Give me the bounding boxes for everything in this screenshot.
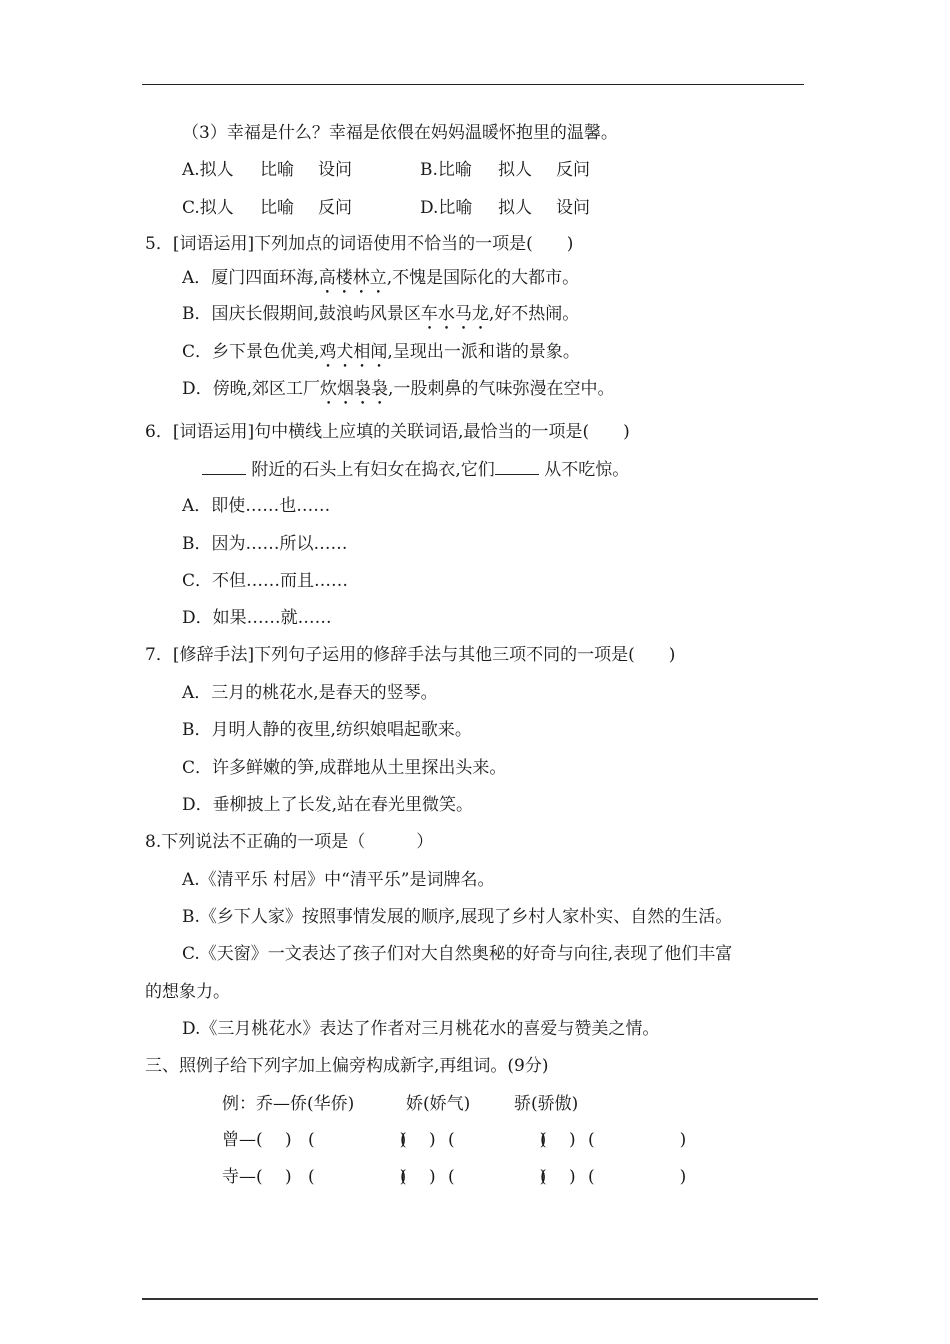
q6-stem: 6．[词语运用]句中横线上应填的关联词语,最恰当的一项是( ) [145,422,630,442]
word-blank[interactable]: ( ) [448,1167,547,1187]
q5-option-a[interactable]: A．厦门四面环海,高楼林立,不愧是国际化的大都市。 [182,268,580,288]
char-blank[interactable]: ( ) [256,1130,292,1150]
q8-option-c[interactable]: C.《天窗》一文表达了孩子们对大自然奥秘的好奇与向往,表现了他们丰富 [182,944,733,964]
q5-d-dotted-word: 炊烟袅袅 [320,379,389,399]
q4-3-option-c[interactable]: C.拟人 [182,198,234,218]
section-3-title: 三、照例子给下列字加上偏旁构成新字,再组词。(9分) [145,1056,549,1076]
q6-option-a[interactable]: A．即使……也…… [182,496,331,516]
char-blank[interactable]: ( ) [540,1130,576,1150]
word-blank[interactable]: ( ) [588,1130,687,1150]
q7-option-c[interactable]: C．许多鲜嫩的笋,成群地从土里探出头来。 [182,758,507,778]
word-blank[interactable]: ( ) [448,1130,547,1150]
q6-option-c[interactable]: C．不但……而且…… [182,571,349,591]
q4-3-stem: （3）幸福是什么？幸福是依偎在妈妈温暖怀抱里的温馨。 [182,123,618,143]
q5-stem: 5．[词语运用]下列加点的词语使用不恰当的一项是( ) [145,234,574,254]
q5-option-c[interactable]: C．乡下景色优美,鸡犬相闻,呈现出一派和谐的景象。 [182,342,580,362]
q6-option-b[interactable]: B．因为……所以…… [182,534,348,554]
q6-option-d[interactable]: D．如果……就…… [182,608,332,628]
char-blank[interactable]: ( ) [400,1130,436,1150]
q8-option-d[interactable]: D.《三月桃花水》表达了作者对三月桃花水的喜爱与赞美之情。 [182,1019,660,1039]
q5-b-dotted-word: 车水马龙 [420,304,489,324]
word-blank[interactable]: ( ) [588,1167,687,1187]
q4-3-option-b[interactable]: B.比喻 [420,160,472,180]
q5-a-dotted-word: 高楼林立 [318,268,387,288]
q8-stem: 8.下列说法不正确的一项是（ ） [145,832,434,852]
q5-c-dotted-word: 鸡犬相闻 [319,342,388,362]
char-blank[interactable]: ( ) [540,1167,576,1187]
q8-option-a[interactable]: A.《清平乐 村居》中“清平乐”是词牌名。 [182,870,495,890]
char-blank[interactable]: ( ) [256,1167,292,1187]
q6-blank-2[interactable] [495,458,539,475]
q8-option-c-cont: 的想象力。 [145,982,230,1002]
q5-option-d[interactable]: D．傍晚,郊区工厂炊烟袅袅,一股刺鼻的气味弥漫在空中。 [182,379,615,399]
word-blank[interactable]: ( ) [308,1167,407,1187]
char-blank[interactable]: ( ) [400,1167,436,1187]
footer-rule [142,1298,818,1300]
q7-option-a[interactable]: A．三月的桃花水,是春天的竖琴。 [182,683,438,703]
q6-sentence: 附近的石头上有妇女在捣衣,它们 从不吃惊。 [202,458,629,482]
q6-blank-1[interactable] [202,458,246,475]
q4-3-option-a[interactable]: A.拟人 [182,160,234,180]
header-rule [142,84,804,85]
q7-option-d[interactable]: D．垂柳披上了长发,站在春光里微笑。 [182,795,474,815]
q7-option-b[interactable]: B．月明人静的夜里,纺织娘唱起歌来。 [182,720,472,740]
q4-3-option-d[interactable]: D.比喻 [420,198,473,218]
q7-stem: 7．[修辞手法]下列句子运用的修辞手法与其他三项不同的一项是( ) [145,645,676,665]
q8-option-b[interactable]: B.《乡下人家》按照事情发展的顺序,展现了乡村人家朴实、自然的生活。 [182,907,733,927]
q5-option-b[interactable]: B．国庆长假期间,鼓浪屿风景区车水马龙,好不热闹。 [182,304,580,324]
word-blank[interactable]: ( ) [308,1130,407,1150]
